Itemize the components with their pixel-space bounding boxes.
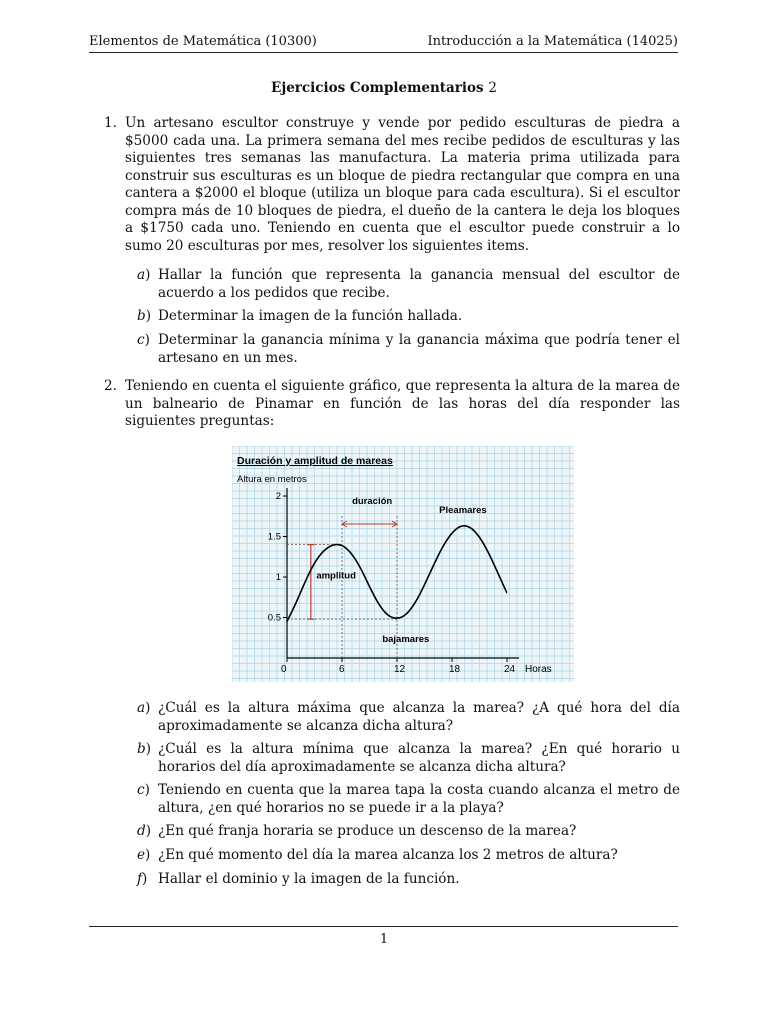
item-text: ¿Cuál es la altura mínima que alcanza la marea? ¿En qué horario u horarios del día aproximadamente se alcanza dicha altura?	[158, 741, 680, 775]
x-tick-label: 18	[449, 664, 461, 675]
annotation-amplitud: amplitud	[316, 570, 356, 582]
y-tick-label: 1	[275, 572, 281, 583]
x-tick-label: 6	[339, 664, 345, 675]
problem-2-item-a	[137, 700, 680, 735]
tide-chart-svg	[232, 446, 574, 682]
item-label: d)	[137, 823, 152, 839]
problem-2-item-b	[137, 741, 680, 776]
item-label: a)	[137, 267, 151, 283]
problem-2-item-f	[137, 871, 680, 889]
item-label: b)	[137, 308, 152, 324]
page-header	[89, 30, 678, 56]
item-text: Determinar la ganancia mínima y la ganancia máxima que podría tener el artesano en un mes.	[158, 332, 680, 366]
item-text: Hallar el dominio y la imagen de la función.	[158, 871, 460, 887]
annotation-pleamares: Pleamares	[439, 505, 487, 516]
problem-1-item-a	[137, 267, 680, 302]
header-left: Elementos de Matemática (10300)	[89, 34, 317, 49]
problem-2-item-e	[137, 847, 680, 865]
item-text: ¿En qué franja horaria se produce un descenso de la marea?	[158, 823, 577, 839]
page-title	[0, 80, 768, 96]
problem-number: 1.	[104, 115, 117, 131]
problem-1	[104, 115, 680, 255]
y-tick-label: 2	[275, 491, 281, 502]
problem-1-item-b	[137, 308, 680, 326]
item-label: c)	[137, 332, 150, 348]
item-text: Determinar la imagen de la función hallada.	[158, 308, 463, 324]
item-text: Teniendo en cuenta que la marea tapa la costa cuando alcanza el metro de altura, ¿en qué horarios no se puede ir a la playa?	[158, 782, 680, 816]
x-tick-label: 12	[394, 664, 406, 675]
x-tick-label: 24	[504, 664, 516, 675]
x-tick-label: 0	[281, 664, 287, 675]
item-text: ¿Cuál es la altura máxima que alcanza la marea? ¿A qué hora del día aproximadamente se alcanza dicha altura?	[158, 700, 680, 734]
problem-2	[104, 378, 680, 431]
problem-1-item-c	[137, 332, 680, 367]
title-text: Ejercicios Complementarios	[271, 80, 484, 96]
problem-number: 2.	[104, 378, 117, 394]
item-text: ¿En qué momento del día la marea alcanza los 2 metros de altura?	[158, 847, 618, 863]
footer-rule	[89, 926, 678, 927]
problem-2-item-d	[137, 823, 680, 841]
header-rule	[89, 52, 678, 53]
item-text: Hallar la función que representa la ganancia mensual del escultor de acuerdo a los pedidos que recibe.	[158, 267, 680, 301]
item-label: f)	[137, 871, 148, 887]
chart-y-axis-label: Altura en metros	[237, 474, 307, 485]
item-label: b)	[137, 741, 152, 757]
y-tick-label: 1.5	[267, 531, 281, 543]
problem-2-item-c	[137, 782, 680, 817]
item-label: c)	[137, 782, 150, 798]
tide-chart	[232, 446, 574, 682]
chart-x-axis-label: Horas	[525, 664, 552, 675]
page-number: 1	[379, 932, 389, 947]
chart-title: Duración y amplitud de mareas	[237, 455, 393, 467]
problem-text: Un artesano escultor construye y vende por pedido esculturas de piedra a $5000 cada una. La primera semana del mes recibe pedidos de esculturas y las siguientes tres semanas las manufactura. La materia prima utilizada para construir sus esculturas es un bloque de piedra rectangular que compra en una cantera a $2000 el bloque (utiliza un bloque para cada escultura). Si el escultor compra más de 10 bloques de piedra, el dueño de la cantera le deja los bloques a $1750 cada uno. Teniendo en cuenta que el escultor puede construir a lo sumo 20 esculturas por mes, resolver los siguientes items.	[125, 115, 680, 254]
problem-text: Teniendo en cuenta el siguiente gráfico, que representa la altura de la marea de un balneario de Pinamar en función de las horas del día responder las siguientes preguntas:	[125, 378, 680, 429]
item-label: a)	[137, 700, 151, 716]
item-label: e)	[137, 847, 151, 863]
title-number: 2	[488, 80, 497, 96]
header-right: Introducción a la Matemática (14025)	[427, 34, 678, 49]
annotation-bajamares: bajamares	[382, 633, 430, 645]
annotation-duration: duración	[352, 496, 393, 507]
y-tick-label: 0.5	[267, 612, 281, 624]
